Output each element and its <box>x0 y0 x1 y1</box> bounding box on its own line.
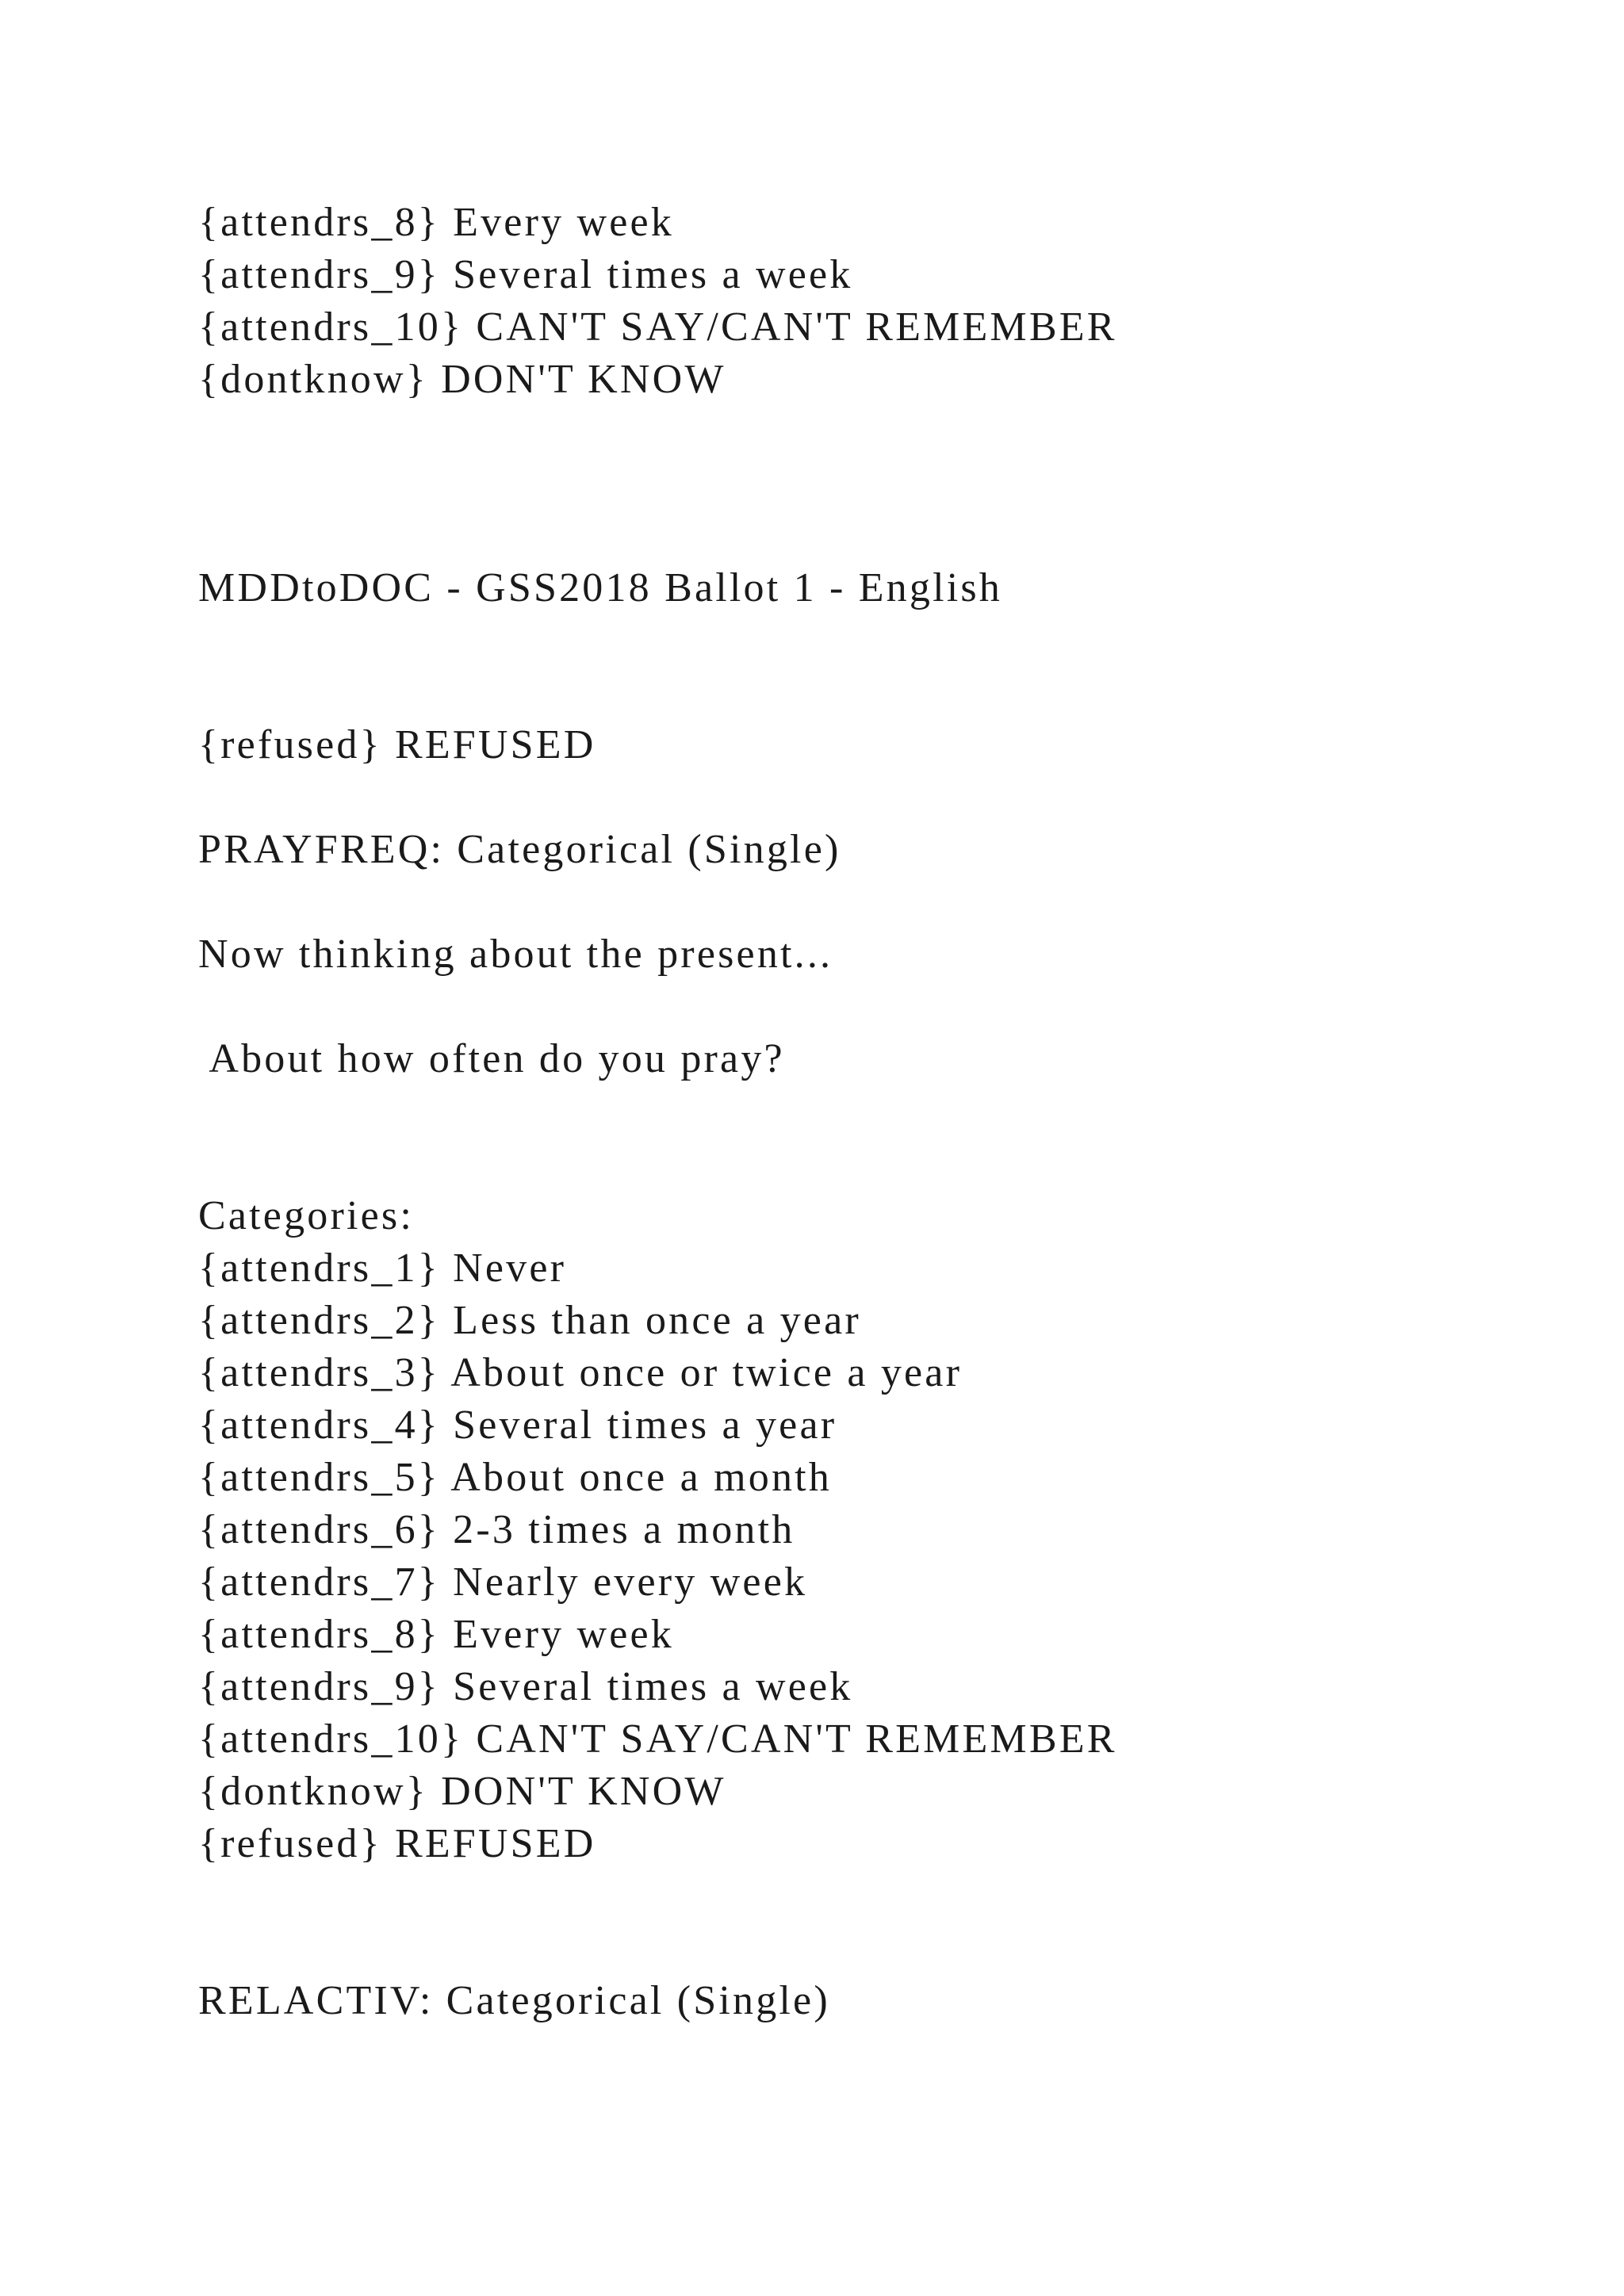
category-item: {attendrs_9} Several times a week <box>198 1664 853 1709</box>
category-item: {attendrs_8} Every week <box>198 200 674 245</box>
question-heading: PRAYFREQ: Categorical (Single) <box>198 827 841 872</box>
category-item: {dontknow} DON'T KNOW <box>198 357 726 402</box>
category-item: {attendrs_1} Never <box>198 1246 567 1291</box>
category-item: {attendrs_2} Less than once a year <box>198 1298 861 1343</box>
category-item: {attendrs_5} About once a month <box>198 1455 832 1500</box>
category-item: {attendrs_6} 2-3 times a month <box>198 1507 795 1552</box>
category-item: {attendrs_8} Every week <box>198 1612 674 1657</box>
category-item: {attendrs_10} CAN'T SAY/CAN'T REMEMBER <box>198 1716 1117 1762</box>
question-heading: RELACTIV: Categorical (Single) <box>198 1978 830 2023</box>
category-item: {attendrs_9} Several times a week <box>198 252 853 297</box>
category-item: {attendrs_10} CAN'T SAY/CAN'T REMEMBER <box>198 304 1117 350</box>
question-prompt: About how often do you pray? <box>198 1036 785 1081</box>
category-item: {refused} REFUSED <box>198 1821 596 1866</box>
categories-label: Categories: <box>198 1193 415 1238</box>
category-item: {attendrs_7} Nearly every week <box>198 1559 808 1605</box>
category-item: {dontknow} DON'T KNOW <box>198 1769 726 1814</box>
category-item: {attendrs_4} Several times a year <box>198 1402 837 1448</box>
question-intro: Now thinking about the present... <box>198 932 833 977</box>
category-item: {attendrs_3} About once or twice a year <box>198 1350 963 1395</box>
category-item: {refused} REFUSED <box>198 722 596 767</box>
document-header: MDDtoDOC - GSS2018 Ballot 1 - English <box>198 565 1003 610</box>
